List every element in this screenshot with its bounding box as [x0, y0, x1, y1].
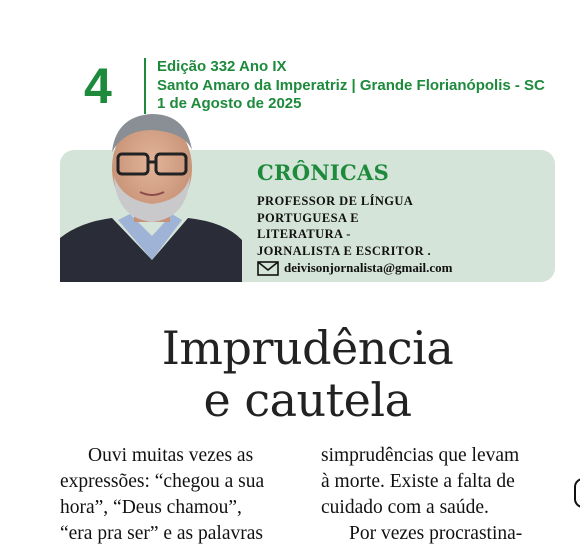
- title-line: e cautela: [203, 373, 412, 427]
- text-line: Ouvi muitas vezes as: [88, 445, 254, 466]
- text-line: expressões: “chegou a sua: [60, 471, 265, 492]
- text-line: Por vezes procrastina-: [349, 523, 523, 544]
- text-line: simprudências que levam: [321, 445, 520, 466]
- bio-line: PROFESSOR DE LÍNGUA: [257, 194, 414, 208]
- bio-line: LITERATURA -: [257, 227, 351, 241]
- issue-info: [157, 58, 545, 114]
- issue-divider: [144, 58, 146, 114]
- bio-line: PORTUGUESA E: [257, 210, 359, 225]
- envelope-icon: [257, 261, 279, 276]
- article-title: [60, 322, 555, 426]
- location-label: Santo Amaro da Imperatriz | Grande Florianópolis - SC: [157, 76, 545, 94]
- text-line: à morte. Existe a falta de: [321, 471, 515, 492]
- edition-label: Edição 332 Ano IX: [157, 58, 287, 75]
- text-line: cuidado com a saúde.: [321, 497, 489, 518]
- author-email[interactable]: deivisonjornalista@gmail.com: [284, 260, 453, 275]
- text-line: “era pra ser” e as palavras: [60, 523, 263, 544]
- section-title: CRÔNICAS: [257, 160, 390, 185]
- text-line: hora”, “Deus chamou”,: [60, 497, 242, 518]
- bio-line: JORNALISTA E ESCRITOR .: [257, 243, 432, 258]
- author-bio: [257, 193, 477, 259]
- author-photo: [60, 110, 242, 282]
- article-column-2: [321, 443, 541, 547]
- title-line: Imprudência: [161, 321, 454, 375]
- article-column-1: [60, 443, 280, 547]
- page-number: 4: [84, 58, 112, 114]
- email-row[interactable]: [257, 260, 452, 276]
- date-label: 1 de Agosto de 2025: [157, 95, 302, 112]
- edge-mark: [574, 478, 580, 508]
